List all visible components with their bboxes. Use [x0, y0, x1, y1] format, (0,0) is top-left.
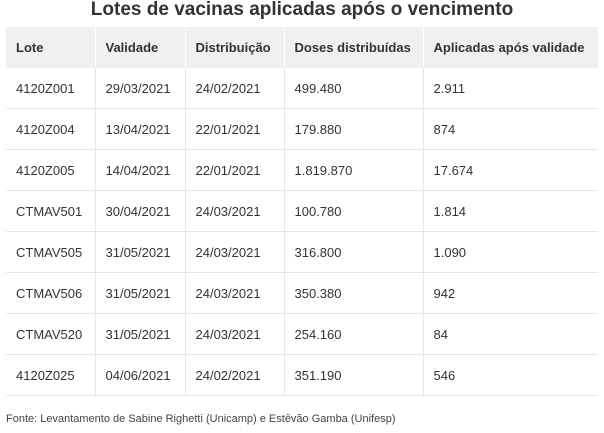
cell-validade: 31/05/2021 [95, 273, 185, 314]
cell-doses-distribuidas: 254.160 [284, 314, 423, 355]
table-row [6, 232, 598, 273]
cell-lote: 4120Z025 [6, 355, 95, 396]
cell-validade: 14/04/2021 [95, 150, 185, 191]
cell-distribuicao: 24/02/2021 [185, 68, 284, 109]
cell-lote: CTMAV505 [6, 232, 95, 273]
cell-doses-distribuidas: 1.819.870 [284, 150, 423, 191]
table-row [6, 68, 598, 109]
cell-aplicadas-apos-validade: 1.090 [423, 232, 598, 273]
header-doses-distribuidas: Doses distribuídas [284, 27, 423, 68]
cell-doses-distribuidas: 316.800 [284, 232, 423, 273]
cell-validade: 04/06/2021 [95, 355, 185, 396]
table-title: Lotes de vacinas aplicadas após o vencimento [90, 0, 514, 20]
table-body [6, 68, 598, 396]
cell-aplicadas-apos-validade: 942 [423, 273, 598, 314]
table-row [6, 150, 598, 191]
cell-doses-distribuidas: 499.480 [284, 68, 423, 109]
cell-distribuicao: 22/01/2021 [185, 109, 284, 150]
cell-doses-distribuidas: 100.780 [284, 191, 423, 232]
table-row [6, 273, 598, 314]
header-distribuicao: Distribuição [185, 27, 284, 68]
cell-aplicadas-apos-validade: 1.814 [423, 191, 598, 232]
cell-lote: 4120Z001 [6, 68, 95, 109]
table-row [6, 314, 598, 355]
cell-validade: 31/05/2021 [95, 232, 185, 273]
cell-distribuicao: 24/03/2021 [185, 314, 284, 355]
header-aplicadas-apos-validade: Aplicadas após validade [423, 27, 598, 68]
cell-validade: 31/05/2021 [95, 314, 185, 355]
cell-distribuicao: 22/01/2021 [185, 150, 284, 191]
table-row [6, 109, 598, 150]
header-lote: Lote [6, 27, 95, 68]
table-row [6, 191, 598, 232]
cell-lote: CTMAV501 [6, 191, 95, 232]
cell-distribuicao: 24/03/2021 [185, 191, 284, 232]
cell-lote: CTMAV506 [6, 273, 95, 314]
cell-validade: 30/04/2021 [95, 191, 185, 232]
cell-aplicadas-apos-validade: 2.911 [423, 68, 598, 109]
table-header [6, 27, 598, 68]
cell-lote: CTMAV520 [6, 314, 95, 355]
table-row [6, 355, 598, 396]
cell-doses-distribuidas: 351.190 [284, 355, 423, 396]
cell-aplicadas-apos-validade: 546 [423, 355, 598, 396]
cell-doses-distribuidas: 350.380 [284, 273, 423, 314]
cell-aplicadas-apos-validade: 84 [423, 314, 598, 355]
cell-validade: 29/03/2021 [95, 68, 185, 109]
vaccine-lots-table [6, 27, 598, 396]
cell-lote: 4120Z004 [6, 109, 95, 150]
cell-lote: 4120Z005 [6, 150, 95, 191]
cell-doses-distribuidas: 179.880 [284, 109, 423, 150]
cell-aplicadas-apos-validade: 17.674 [423, 150, 598, 191]
cell-distribuicao: 24/03/2021 [185, 273, 284, 314]
cell-distribuicao: 24/02/2021 [185, 355, 284, 396]
header-row [6, 27, 598, 68]
cell-aplicadas-apos-validade: 874 [423, 109, 598, 150]
cell-distribuicao: 24/03/2021 [185, 232, 284, 273]
header-validade: Validade [95, 27, 185, 68]
cell-validade: 13/04/2021 [95, 109, 185, 150]
source-note: Fonte: Levantamento de Sabine Righetti (Unicamp) e Estêvão Gamba (Unifesp) [6, 413, 396, 425]
